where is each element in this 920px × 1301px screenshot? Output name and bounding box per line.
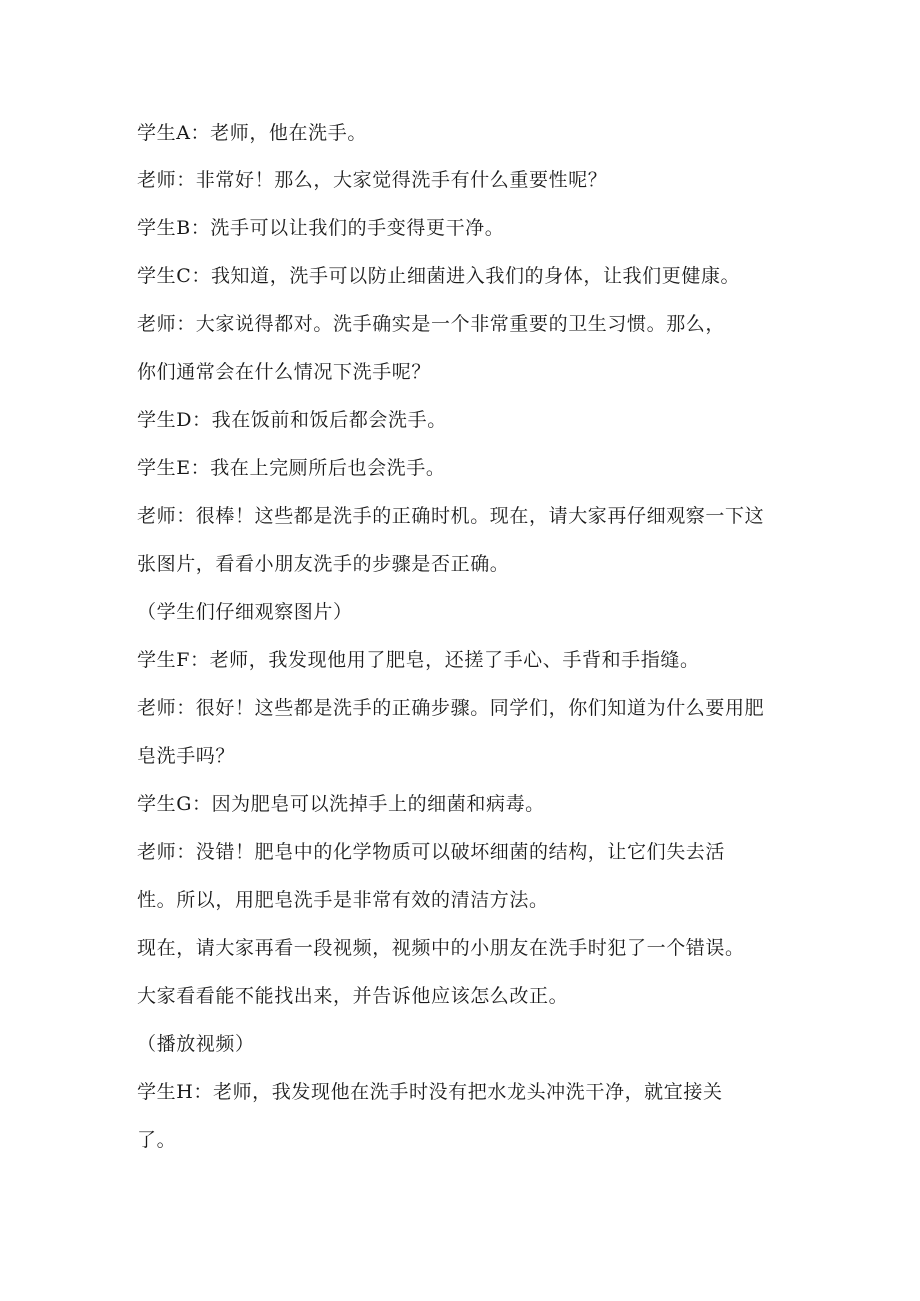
dialogue-line-teacher-3b: 张图片，看看小朋友洗手的步骤是否正确。: [137, 553, 510, 575]
dialogue-line-teacher-6b: 大家看看能不能找出来，并告诉他应该怎么改正。: [137, 985, 569, 1007]
dialogue-line-teacher-5b: 性。所以，用肥皂洗手是非常有效的清洁方法。: [137, 889, 549, 911]
dialogue-line-student-d: 学生D：我在饭前和饭后都会洗手。: [137, 409, 447, 431]
dialogue-line-student-h-a: 学生H：老师，我发现他在洗手时没有把水龙头冲洗干净，就宜接关: [137, 1081, 723, 1103]
dialogue-line-student-a: 学生A：老师，他在洗手。: [137, 122, 367, 144]
dialogue-line-teacher-6a: 现在，请大家再看一段视频，视频中的小朋友在洗手时犯了一个错误。: [137, 937, 745, 959]
dialogue-line-teacher-2a: 老师：大家说得都对。洗手确实是一个非常重要的卫生习惯。那么，: [137, 313, 726, 335]
dialogue-line-student-h-b: 了。: [137, 1129, 177, 1151]
dialogue-line-student-c: 学生C：我知道，洗手可以防止细菌进入我们的身体，让我们更健康。: [137, 265, 741, 287]
dialogue-line-teacher-5a: 老师：没错！肥皂中的化学物质可以破坏细菌的结构，让它们失去活: [137, 841, 726, 863]
stage-direction-observe: （学生们仔细观察图片）: [137, 601, 353, 623]
dialogue-line-teacher-4a: 老师：很好！这些都是洗手的正确步骤。同学们，你们知道为什么要用肥: [137, 697, 765, 719]
dialogue-line-student-e: 学生E：我在上完厕所后也会洗手。: [137, 457, 446, 479]
dialogue-line-teacher-2b: 你们通常会在什么情况下洗手呢？: [137, 361, 432, 383]
stage-direction-video: （播放视频）: [137, 1033, 255, 1055]
dialogue-line-teacher-4b: 皂洗手吗？: [137, 745, 236, 767]
dialogue-line-student-g: 学生G：因为肥皂可以洗掉手上的细菌和病毒。: [137, 793, 545, 815]
dialogue-line-teacher-1: 老师：非常好！那么，大家觉得洗手有什么重要性呢？: [137, 169, 608, 191]
dialogue-line-student-f: 学生F：老师，我发现他用了肥皂，还搓了手心、手背和手指缝。: [137, 649, 700, 671]
dialogue-line-student-b: 学生B：洗手可以让我们的手变得更干净。: [137, 217, 505, 239]
dialogue-line-teacher-3a: 老师：很棒！这些都是洗手的正确时机。现在，请大家再仔细观察一下这: [137, 505, 765, 527]
